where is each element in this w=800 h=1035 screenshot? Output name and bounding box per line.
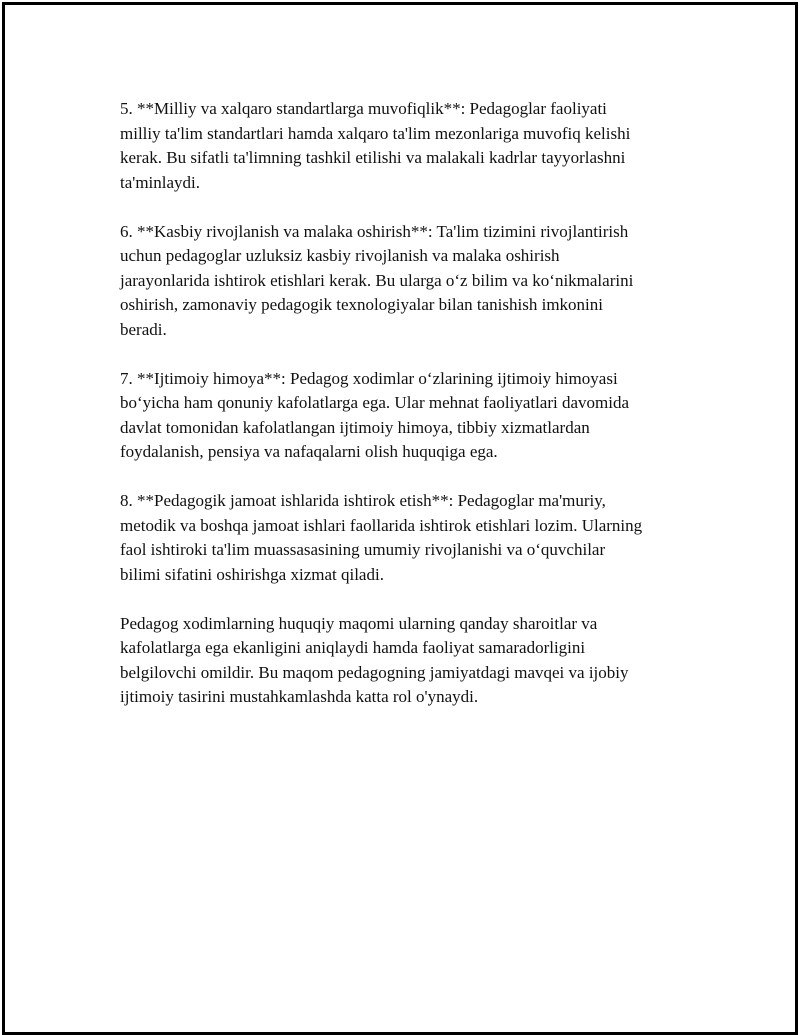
document-page (2, 2, 798, 1035)
paragraph-milliy-standartlar: 5. **Milliy va xalqaro standartlarga muvofiqlik**: Pedagoglar faoliyati milliy ta'lim standartlari hamda xalqaro ta'lim mezonlariga muvofiq kelishi kerak. Bu sifatli ta'limning tashkil etilishi va malakali kadrlar tayyorlashni ta'minlaydi. (120, 99, 631, 192)
paragraph-ijtimoiy-himoya: 7. **Ijtimoiy himoya**: Pedagog xodimlar o‘zlarining ijtimoiy himoyasi bo‘yicha ham qonuniy kafolatlarga ega. Ular mehnat faoliyatlari davomida davlat tomonidan kafolatlangan ijtimoiy himoya, tibbiy xizmatlardan foydalanish, pensiya va nafaqalarni olish huquqiga ega. (120, 368, 630, 461)
paragraph-conclusion: Pedagog xodimlarning huquqiy maqomi ularning qanday sharoitlar va kafolatlarga ega ekanligini aniqlaydi hamda faoliyat samaradorligini belgilovchi omildir. Bu maqom pedagogning jamiyatdagi mavqei va ijobiy ijtimoiy tasirini mustahkamlashda katta rol o'ynaydi. (120, 613, 629, 706)
paragraph-jamoat-ishlari: 8. **Pedagogik jamoat ishlarida ishtirok etish**: Pedagoglar ma'muriy, metodik va boshqa jamoat ishlari faollarida ishtirok etishlari lozim. Ularning faol ishtiroki ta'lim muassasasining umumiy rivojlanishi va o‘quvchilar bilimi sifatini oshirishga xizmat qiladi. (120, 491, 643, 584)
paragraph-kasbiy-rivojlanish: 6. **Kasbiy rivojlanish va malaka oshirish**: Ta'lim tizimini rivojlantirish uchun pedagoglar uzluksiz kasbiy rivojlanish va malaka oshirish jarayonlarida ishtirok etishlari kerak. Bu ularga o‘z bilim va ko‘nikmalarini oshirish, zamonaviy pedagogik texnologiyalar bilan tanishish imkonini beradi. (120, 221, 634, 339)
document-body (120, 97, 700, 734)
